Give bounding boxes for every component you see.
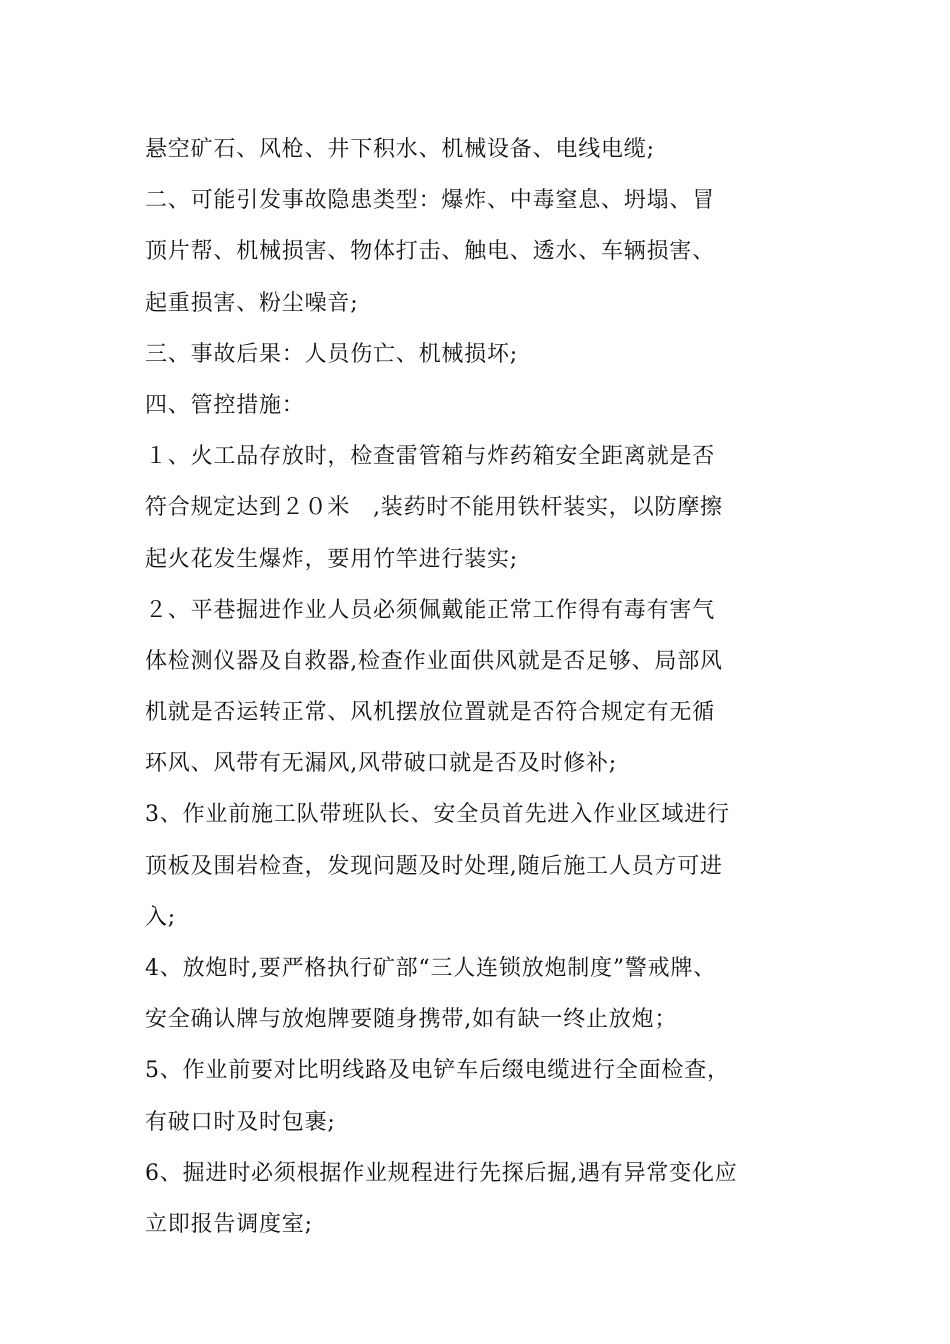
text-line: 符合规定达到２０米 ,装药时不能用铁杆装实，以防摩擦: [145, 495, 723, 521]
text-line: 二、可能引发事故隐患类型：爆炸、中毒窒息、坍塌、冒: [145, 188, 716, 214]
text-line: 四、管控措施：: [145, 392, 305, 418]
text-line: 有破口时及时包裹;: [145, 1109, 336, 1135]
text-line: 6、掘进时必须根据作业规程进行先探后掘,遇有异常变化应: [145, 1160, 738, 1186]
text-line: ２、平巷掘进作业人员必须佩戴能正常工作得有毒有害气: [145, 597, 716, 623]
text-line: 立即报告调度室;: [145, 1211, 313, 1237]
text-line: 4、放炮时,要严格执行矿部“三人连锁放炮制度”警戒牌、: [145, 956, 717, 981]
text-line: 顶板及围岩检查，发现问题及时处理,随后施工人员方可进: [145, 853, 723, 879]
document-body: [145, 128, 815, 1254]
text-line: 入;: [145, 904, 177, 930]
text-line: １、火工品存放时，检查雷管箱与炸药箱安全距离就是否: [145, 444, 716, 470]
text-line: 5、作业前要对比明线路及电铲车后缀电缆进行全面检查，: [145, 1058, 730, 1084]
text-line: 顶片帮、机械损害、物体打击、触电、透水、车辆损害、: [145, 239, 716, 265]
text-line: 悬空矿石、风枪、井下积水、机械设备、电线电缆;: [145, 137, 655, 162]
text-line: 3、作业前施工队带班队长、安全员首先进入作业区域进行: [145, 802, 730, 828]
text-line: 起重损害、粉尘噪音;: [145, 290, 359, 316]
text-line: 机就是否运转正常、风机摆放位置就是否符合规定有无循: [145, 700, 716, 726]
text-line: 体检测仪器及自救器,检查作业面供风就是否足够、局部风: [145, 648, 723, 674]
text-line: 环风、风带有无漏风,风带破口就是否及时修补;: [145, 751, 618, 777]
text-line: 三、事故后果：人员伤亡、机械损坏;: [145, 341, 519, 367]
text-line: 起火花发生爆炸，要用竹竿进行装实;: [145, 546, 519, 572]
text-line: 安全确认牌与放炮牌要随身携带,如有缺一终止放炮；: [145, 1007, 678, 1033]
